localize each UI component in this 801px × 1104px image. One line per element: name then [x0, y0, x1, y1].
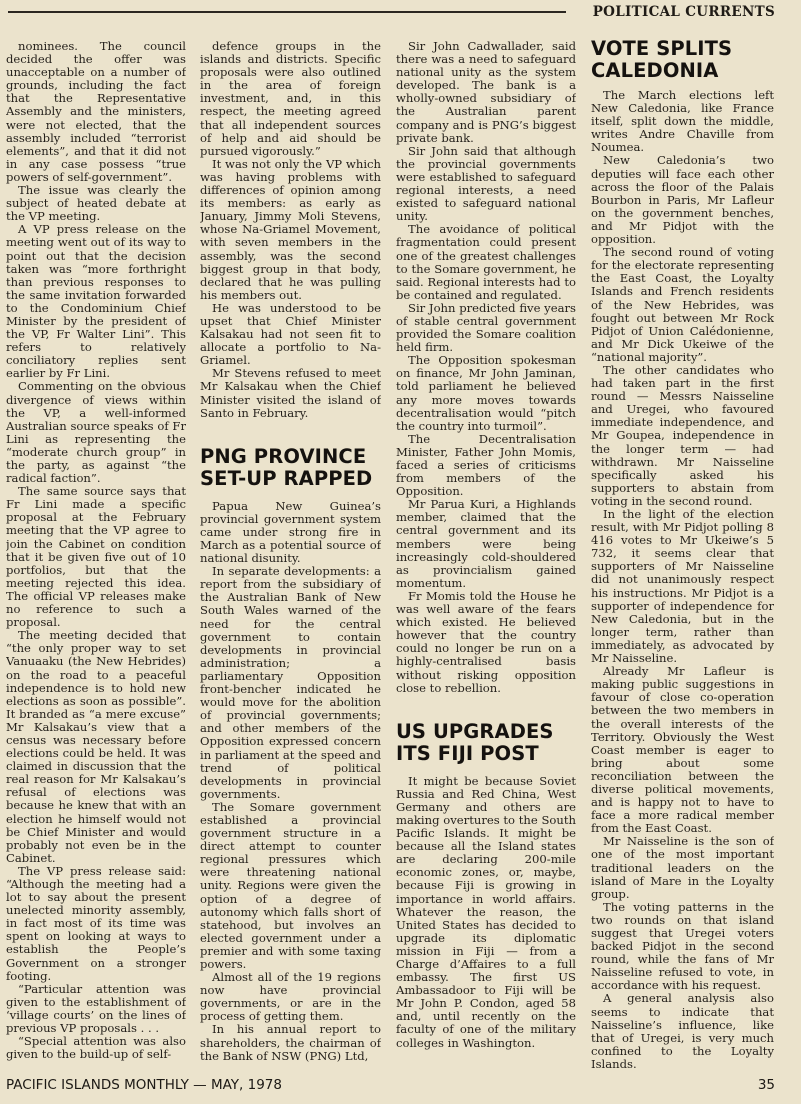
- paragraph: Sir John predicted five years of stable central government provided the Somare coalition held firm.: [396, 300, 576, 355]
- paragraph: The same source says that Fr Lini made a specific proposal at the February meeting that the VP agree to join the Cabinet on condition that it be given five out of 10 portfolios, but that the meeting rejected this idea. The official VP releases make no reference to such a proposal.: [6, 484, 186, 630]
- paragraph: Mr Stevens refused to meet Mr Kalsakau when the Chief Minister visited the island of Santo in February.: [200, 366, 381, 420]
- paragraph: Almost all of the 19 regions now have provincial governments, or are in the process of getting them.: [200, 970, 381, 1024]
- paragraph: The Opposition spokesman on finance, Mr John Jaminan, told parliament he believed any more moves towards decentralisation would “pitch the country into turmoil”.: [396, 353, 576, 433]
- paragraph: The other candidates who had taken part in the first round — Messrs Naisseline and Uregei, who favoured immediate independence, and Mr Goupea, independence in the longer term — had withdrawn. Mr Naisseline specifically asked his supporters to abstain from voting in the second round.: [591, 362, 774, 508]
- paragraph: The second round of voting for the electorate representing the East Coast, the Loyalty Islands and French residents of the New Hebrides, was fought out between Mr Rock Pidjot of Union Calédonienne, and Mr Dick Ukeiwe of the “national majority”.: [591, 245, 774, 364]
- paragraph: Mr Naisseline is the son of one of the most important traditional leaders on the island of Mare in the Loyalty group.: [591, 834, 774, 901]
- column-2: [200, 40, 381, 1072]
- paragraph: “Special attention was also given to the build-up of self-: [6, 1034, 186, 1062]
- paragraph: The March elections left New Caledonia, like France itself, split down the middle, writes Andre Chaville from Noumea.: [591, 88, 774, 155]
- paragraph: Commenting on the obvious divergence of views within the VP, a well-informed Australian source speaks of Fr Lini as representing the “moderate church group” in the party, as against “the radical faction”.: [6, 379, 186, 486]
- headline-vote-splits: VOTE SPLITS CALEDONIA: [591, 38, 733, 82]
- paragraph: “Particular attention was given to the establishment of ‘village courts’ on the lines of previous VP proposals . . .: [6, 981, 186, 1036]
- column-4: [591, 38, 774, 1070]
- paragraph: The voting patterns in the two rounds on that island suggest that Uregei voters backed Pidjot in the second round, while the fans of Mr Naisseline refused to vote, in accordance with his request.: [591, 899, 774, 993]
- column-1: [6, 40, 186, 1072]
- paragraph: The VP press release said: “Although the meeting had a lot to say about the present unelected minority assembly, in fact most of its time was spent on looking at ways to establish the People’s Government on a stronger footing.: [6, 863, 186, 983]
- paragraph: He was understood to be upset that Chief Minister Kalsakau had not seen fit to allocate a portfolio to Na-Griamel.: [200, 300, 381, 368]
- paragraph: It might be because Soviet Russia and Red China, West Germany and others are making overtures to the South Pacific Islands. It might be because all the Island states are declaring 200-mile economic zones, or, maybe, because Fiji is growing in importance in world affairs. Whatever the reason, the United States has decided to upgrade its diplomatic mission in Fiji — from a Charge d’Affaires to a full embassy. The first US Ambassadoor to Fiji will be Mr John P. Condon, aged 58 and, until recently on the faculty of one of the military colleges in Washington.: [396, 773, 576, 1050]
- footer-publication: PACIFIC ISLANDS MONTHLY — MAY, 1978: [6, 1077, 282, 1093]
- paragraph: In the light of the election result, with Mr Pidjot polling 8 416 votes to Mr Ukeiwe’s 5 732, it seems clear that supporters of Mr Naisseline did not unanimously respect his instructions. Mr Pidjot is a supporter of independence for New Caledonia, but in the longer term, rather than immediately, as advocated by Mr Naisseline.: [591, 507, 774, 666]
- paragraph: The Somare government established a provincial government structure in a direct attempt to counter regional pressures which were threatening national unity. Regions were given the option of a degree of autonomy which falls short of statehood, but involves an elected government under a premier and with some taxing powers.: [200, 799, 381, 971]
- paragraph: In separate developments: a report from the subsidiary of the Australian Bank of New South Wales warned of the need for the central government to contain developments in provincial administration; a parliamentary Opposition front-bencher indicated he would move for the abolition of provincial governments; and other members of the Opposition expressed concern in parliament at the speed and trend of political developments in provincial governments.: [200, 564, 381, 801]
- paragraph: A general analysis also seems to indicate that Naisseline’s influence, like that of Uregei, is very much confined to the Loyalty Islands.: [591, 991, 774, 1070]
- paragraph: Mr Parua Kuri, a Highlands member, claimed that the central government and its members were being increasingly cold-shouldered as provincialism gained momentum.: [396, 497, 576, 590]
- headline-us-fiji: US UPGRADES ITS FIJI POST: [396, 719, 554, 765]
- paragraph: The issue was clearly the subject of heated debate at the VP meeting.: [6, 183, 186, 224]
- paragraph: The avoidance of political fragmentation could present one of the greatest challenges to the Somare government, he said. Regional interests had to be contained and regulated.: [396, 222, 576, 302]
- paragraph: New Caledonia’s two deputies will face each other across the floor of the Palais Bourbon in Paris, Mr Lafleur on the government benches, and Mr Pidjot with the opposition.: [591, 153, 774, 247]
- paragraph: defence groups in the islands and districts. Specific proposals were also outlined in the area of foreign investment, and, in this respect, the meeting agreed that all independent sources of help and aid should be pursued vigorously.”: [200, 40, 381, 158]
- paragraph: Papua New Guinea’s provincial government system came under strong fire in March as a potential source of national disunity.: [200, 498, 381, 566]
- paragraph: nominees. The council decided the offer was unacceptable on a number of grounds, including the fact that the Representative Assembly and the ministers, were not elected, that the assembly included “terrorist elements”, and that it did not in any case possess “true powers of self-government”.: [6, 40, 186, 184]
- paragraph: The Decentralisation Minister, Father John Momis, faced a series of criticisms from members of the Opposition.: [396, 431, 576, 499]
- header-rule: [8, 11, 566, 13]
- section-label: POLITICAL CURRENTS: [592, 4, 775, 20]
- column-3: [396, 40, 576, 1072]
- paragraph: Sir John said that although the provincial governments were established to safeguard regional interests, a need existed to safeguard national unity.: [396, 143, 576, 224]
- paragraph: A VP press release on the meeting went out of its way to point out that the decision taken was “more forthright than previous responses to the same invitation forwarded to the Condominium Chief Minister by the president of the VP, Fr Walter Lini”. This refers to relatively conciliatory replies sent earlier by Fr Lini.: [6, 222, 186, 381]
- paragraph: Already Mr Lafleur is making public suggestions in favour of close co-operation between the two members in the overall interests of the Territory. Obviously the West Coast member is eager to bring about some reconciliation between the diverse political movements, and is happy not to have to face a more radical member from the East Coast.: [591, 664, 774, 836]
- paragraph: Sir John Cadwallader, said there was a need to safeguard national unity as the system developed. The bank is a wholly-owned subsidiary of the Australian parent company and is PNG’s biggest private bank.: [396, 40, 576, 145]
- headline-png-province: PNG PROVINCE SET-UP RAPPED: [200, 444, 373, 490]
- paragraph: Fr Momis told the House he was well aware of the fears which existed. He believed however that the country could no longer be run on a highly-centralised basis without risking opposition close to rebellion.: [396, 588, 576, 695]
- paragraph: The meeting decided that “the only proper way to set Vanuaaku (the New Hebrides) on the road to a peaceful independence is to hold new elections as soon as possible”. It branded as “a mere excuse” Mr Kalsakau’s view that a census was necessary before elections could be held. It was claimed in discussion that the real reason for Mr Kalsakau’s refusal of elections was because he knew that with an election he himself would not be Chief Minister and would probably not even be in the Cabinet.: [6, 628, 186, 865]
- page-number: 35: [757, 1077, 775, 1093]
- paragraph: In his annual report to shareholders, the chairman of the Bank of NSW (PNG) Ltd,: [200, 1022, 381, 1063]
- paragraph: It was not only the VP which was having problems with differences of opinion among its members: as early as January, Jimmy Moli Stevens, whose Na-Griamel Movement, with seven members in the assembly, was the second biggest group in that body, declared that he was pulling his members out.: [200, 156, 381, 302]
